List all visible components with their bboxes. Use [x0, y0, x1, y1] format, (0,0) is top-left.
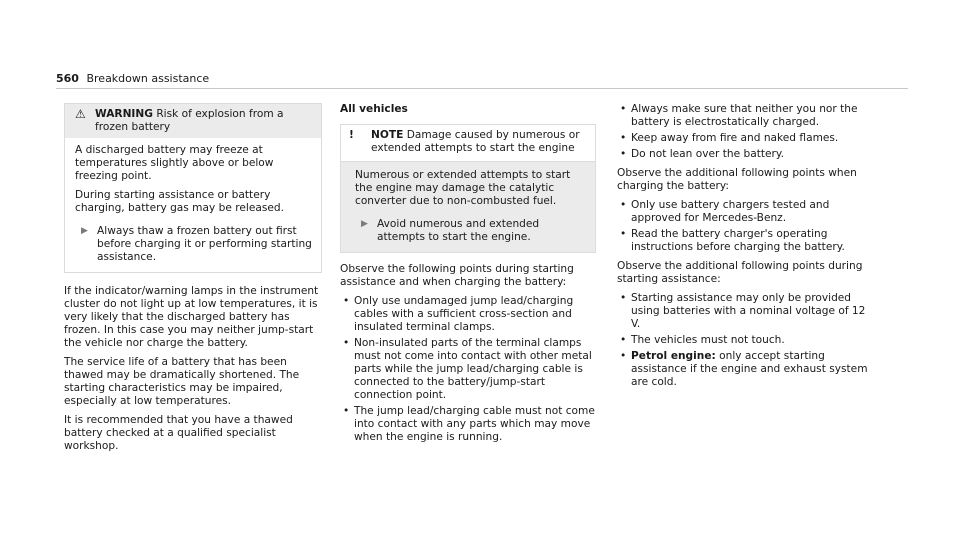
warning-triangle-icon: ⚠: [75, 107, 86, 121]
arrow-right-icon: ▶: [81, 226, 88, 236]
warning-header: [65, 104, 321, 138]
note-text: Numerous or extended attempts to start the engine may damage the catalytic converter due to non-combusted fuel.: [355, 169, 571, 207]
note-action: [355, 218, 587, 244]
petrol-label: Petrol engine:: [631, 350, 716, 362]
arrow-right-icon: ▶: [361, 219, 368, 229]
column-3: [617, 103, 873, 395]
note-title: Damage caused by numerous or extended attempts to start the engine: [371, 129, 580, 154]
warning-text-1: A discharged battery may freeze at temperatures slightly above or below freezing point.: [75, 144, 274, 182]
section-heading: All vehicles: [340, 103, 408, 115]
bullet-list: [340, 295, 596, 444]
paragraph-2: The service life of a battery that has been thawed may be dramatically shortened. The starting characteristics may be impaired, especially at low temperatures.: [64, 356, 300, 407]
list-item: • The vehicles must not touch.: [617, 334, 873, 347]
bullet-list-a: [617, 103, 873, 161]
note-action-text: Avoid numerous and extended attempts to start the engine.: [377, 218, 540, 243]
list-item-petrol: [617, 350, 873, 389]
note-box: [340, 124, 596, 253]
note-header: [341, 125, 595, 162]
note-label: NOTE: [371, 129, 404, 141]
warning-box: [64, 103, 322, 273]
list-item: • Read the battery charger's operating instructions before charging the battery.: [617, 228, 873, 254]
list-item: • Keep away from fire and naked flames.: [617, 132, 873, 145]
warning-action: [75, 225, 313, 264]
section-title: Breakdown assistance: [86, 72, 210, 85]
bullet-list-b: [617, 199, 873, 254]
list-item: • Do not lean over the battery.: [617, 148, 873, 161]
intro-charging: Observe the additional following points when charging the battery:: [617, 167, 857, 192]
column-1: [64, 103, 322, 459]
paragraph-3: It is recommended that you have a thawed battery checked at a qualified specialist workshop.: [64, 414, 293, 452]
list-item: • Starting assistance may only be provided using batteries with a nominal voltage of 12 V.: [617, 292, 873, 331]
warning-action-text: Always thaw a frozen battery out first before charging it or performing starting assistance.: [97, 225, 312, 263]
list-item: • Only use battery chargers tested and approved for Mercedes-Benz.: [617, 199, 873, 225]
list-item: • The jump lead/charging cable must not come into contact with any parts which may move when the engine is running.: [340, 405, 596, 444]
page-header: [56, 72, 209, 85]
paragraph-1: If the indicator/warning lamps in the instrument cluster do not light up at low temperatures, it is very likely that the discharged battery has frozen. In this case you may neither jump-start the vehicle nor charge the battery.: [64, 285, 319, 349]
warning-text-2: During starting assistance or battery charging, battery gas may be released.: [75, 189, 284, 214]
intro-starting: Observe the additional following points during starting assistance:: [617, 260, 863, 285]
petrol-text: only accept starting assistance if the engine and exhaust system are cold.: [631, 350, 868, 388]
page-number: 560: [56, 72, 79, 85]
exclamation-icon: !: [349, 129, 354, 141]
list-item: • Non-insulated parts of the terminal clamps must not come into contact with other metal parts while the jump lead/charging cable is connected to the battery/jump-start connection point.: [340, 337, 596, 402]
warning-label: WARNING: [95, 108, 153, 120]
column-2: [340, 103, 596, 450]
list-item: • Only use undamaged jump lead/charging cables with a sufficient cross-section and insulated terminal clamps.: [340, 295, 596, 334]
intro-text: Observe the following points during starting assistance and when charging the battery:: [340, 263, 574, 288]
bullet-list-c: [617, 292, 873, 389]
header-divider: [56, 88, 908, 89]
note-body: [341, 162, 595, 252]
list-item: • Always make sure that neither you nor the battery is electrostatically charged.: [617, 103, 873, 129]
warning-body: [65, 138, 321, 272]
warning-title: Risk of explosion from a frozen battery: [95, 108, 284, 133]
